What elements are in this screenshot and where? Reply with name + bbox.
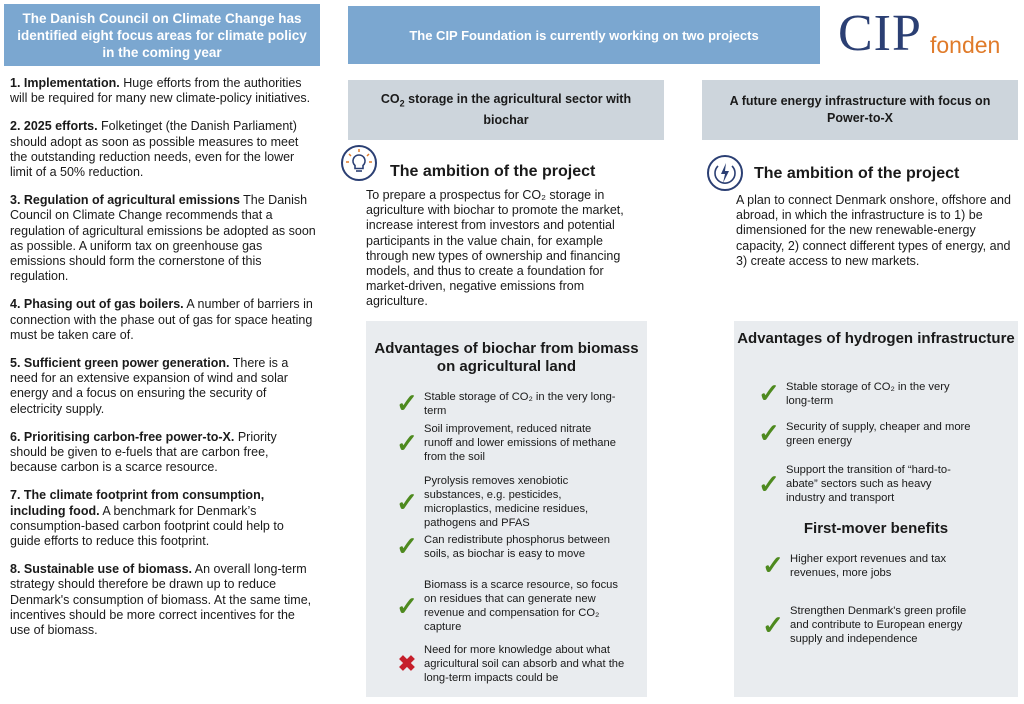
advantage-text: Stable storage of CO₂ in the very long-term xyxy=(424,390,616,417)
advantage-item xyxy=(390,578,620,634)
checkmark-icon: ✓ xyxy=(396,531,418,561)
focus-item-text: An overall long-term strategy should therefore be drawn up to reduce Denmark's consumption of biomass. At the same time, incentives should be more correct incentives for the use of biomass. xyxy=(10,562,312,638)
hydrogen-advantages-title: Advantages of hydrogen infrastructure xyxy=(737,330,1015,347)
project-power-to-x-ambition-title: The ambition of the project xyxy=(754,165,960,182)
advantage-text: Support the transition of “hard-to-abate” sectors such as heavy industry and transport xyxy=(786,464,951,504)
focus-item-text: A benchmark for Denmark’s consumption-based carbon footprint could help to guide efforts to reduce this footprint. xyxy=(10,503,284,549)
focus-item-text: There is a need for an extensive expansion of wind and solar energy and a focus on ensuring the security of electricity supply. xyxy=(10,356,289,416)
focus-item-title: 6. Prioritising carbon-free power-to-X. xyxy=(10,429,235,444)
focus-item-title: 8. Sustainable use of biomass. xyxy=(10,562,193,577)
focus-item xyxy=(10,488,316,549)
project-biochar-ambition-text: To prepare a prospectus for CO₂ storage in agriculture with biochar to promote the market, increase interest from investors and potential participants in the value chain, for example through new types of ownership and financing models, and thus to create a foundation for market-driven, negative emissions from agriculture. xyxy=(366,188,624,309)
focus-item-text: Huge efforts from the authorities will be required for many new climate-policy initiatives. xyxy=(10,76,311,106)
advantage-text: Soil improvement, reduced nitrate runoff and lower emissions of methane from the soil xyxy=(424,423,616,463)
checkmark-icon: ✓ xyxy=(762,609,784,640)
focus-item-text: The Danish Council on Climate Change recommends that a regulation of agricultural emissions be adopted as soon as possible. A uniform tax on greenhouse gas emissions should form the cornerstone of this regulation. xyxy=(10,193,316,284)
first-mover-text: Strengthen Denmark's green profile and contribute to European energy supply and independence xyxy=(790,605,967,645)
lightbulb-icon xyxy=(340,144,378,182)
first-mover-item xyxy=(756,550,976,581)
project-biochar-title: $CO_2$ storage in the agricultural sector with biochar xyxy=(380,91,632,128)
focus-item xyxy=(10,193,316,284)
cross-icon: ✖ xyxy=(397,651,417,676)
checkmark-icon: ✓ xyxy=(396,388,418,418)
logo-main-text: CIP xyxy=(838,5,922,62)
focus-item xyxy=(10,430,316,476)
advantage-item xyxy=(390,531,620,562)
project-biochar-header xyxy=(348,80,664,140)
focus-item xyxy=(10,119,316,180)
project-power-to-x-ambition-text: A plan to connect Denmark onshore, offshore and abroad, in which the infrastructure is to 1) be dimensioned for the new renewable-energy capacity, 2) connect different types of energy, and 3) create access to new markets. xyxy=(736,193,1011,268)
checkmark-icon: ✓ xyxy=(762,550,784,580)
advantage-text: Biomass is a scarce resource, so focus on residues that can generate new revenue and compensation for CO₂ capture xyxy=(424,579,618,633)
checkmark-icon: ✓ xyxy=(396,486,418,517)
focus-item xyxy=(10,356,316,417)
focus-item xyxy=(10,297,316,343)
advantage-item xyxy=(752,378,972,409)
advantage-item xyxy=(390,474,620,530)
first-mover-title: First-mover benefits xyxy=(803,520,949,537)
advantage-item xyxy=(752,418,972,449)
focus-item xyxy=(10,76,316,106)
advantage-item xyxy=(752,463,972,505)
cip-fonden-logo xyxy=(838,4,1018,64)
focus-item-title: 7. The climate footprint from consumption, including food. xyxy=(10,488,265,518)
focus-item xyxy=(10,562,316,638)
checkmark-icon: ✓ xyxy=(758,468,780,499)
checkmark-icon: ✓ xyxy=(396,427,418,458)
advantage-text: Can redistribute phosphorus between soils, as biochar is easy to move xyxy=(424,533,610,560)
advantage-item xyxy=(390,643,630,685)
focus-item-text: A number of barriers in connection with the phase out of gas for space heating must be taken care of. xyxy=(10,297,313,342)
advantage-text: Stable storage of CO₂ in the very long-term xyxy=(786,380,950,407)
projects-banner: The CIP Foundation is currently working on two projects xyxy=(348,6,820,64)
focus-item-text: Folketinget (the Danish Parliament) should adopt as soon as possible measures to meet the outstanding reduction needs, even for the lower limit of a 50% reduction. xyxy=(10,119,299,180)
advantage-text: Need for more knowledge about what agricultural soil can absorb and what the long-term impacts could be xyxy=(424,644,625,684)
checkmark-icon: ✓ xyxy=(758,378,780,408)
advantage-item xyxy=(390,422,620,464)
advantage-text: Security of supply, cheaper and more green energy xyxy=(786,420,971,447)
logo-sub-text: fonden xyxy=(930,32,1001,58)
first-mover-text: Higher export revenues and tax revenues, more jobs xyxy=(790,552,947,579)
focus-item-title: 1. Implementation. xyxy=(10,76,120,90)
checkmark-icon: ✓ xyxy=(758,418,780,448)
focus-areas-list xyxy=(10,76,316,651)
advantage-item xyxy=(390,388,620,419)
focus-item-title: 5. Sufficient green power generation. xyxy=(10,356,230,371)
project-power-to-x-header: A future energy infrastructure with focus on Power-to-X xyxy=(702,80,1018,140)
first-mover-item xyxy=(756,604,986,646)
project-biochar-ambition-title: The ambition of the project xyxy=(390,163,596,180)
focus-item-title: 3. Regulation of agricultural emissions xyxy=(10,193,240,208)
biochar-advantages-title: Advantages of biochar from biomass on agricultural land xyxy=(374,340,639,375)
focus-item-text: Priority should be given to e-fuels that are carbon free, because carbon is a scarce resource. xyxy=(10,429,277,475)
advantage-text: Pyrolysis removes xenobiotic substances, e.g. pesticides, microplastics, medicine residues, pathogens and PFAS xyxy=(424,475,589,529)
checkmark-icon: ✓ xyxy=(396,590,418,621)
focus-item-title: 4. Phasing out of gas boilers. xyxy=(10,297,184,312)
focus-areas-banner: The Danish Council on Climate Change has identified eight focus areas for climate policy in the coming year xyxy=(4,4,320,66)
focus-item-title: 2. 2025 efforts. xyxy=(10,119,98,134)
energy-bolt-icon xyxy=(706,154,744,192)
